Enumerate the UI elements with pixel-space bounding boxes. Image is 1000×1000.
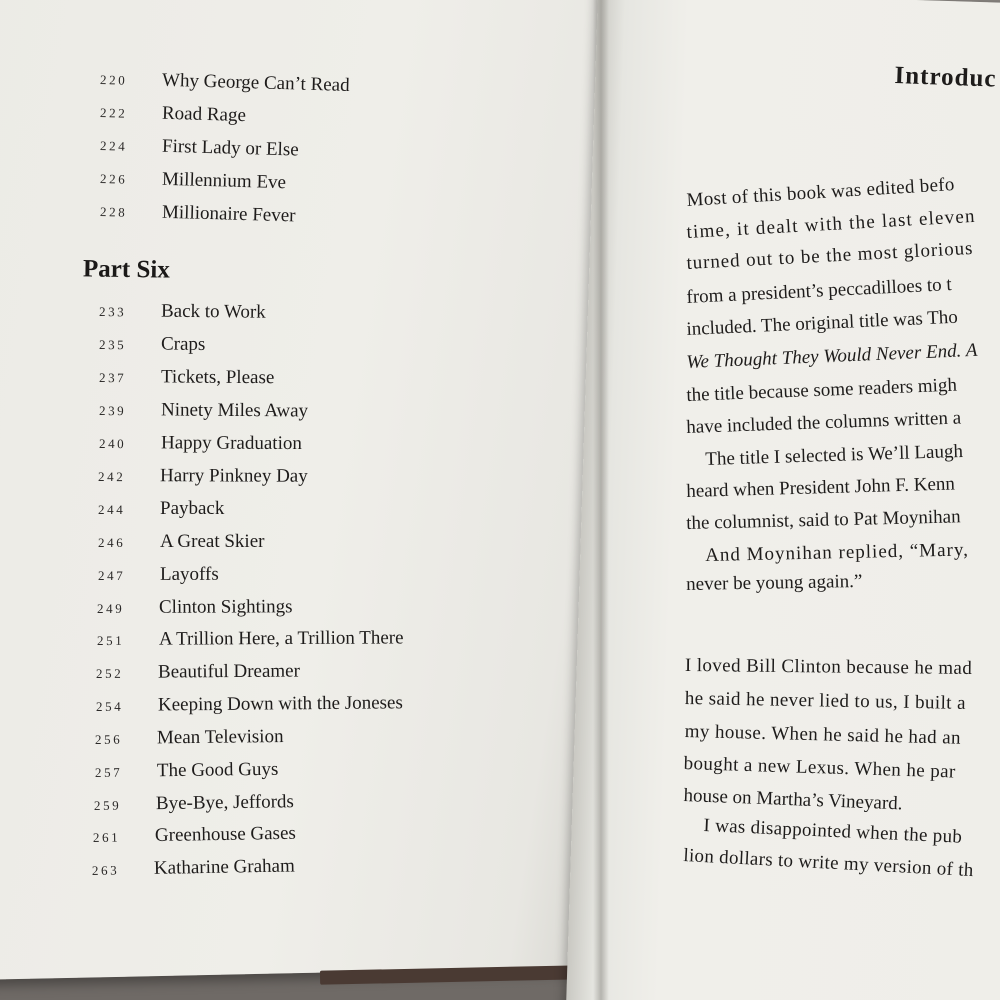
body-text-line: the columnist, said to Pat Moynihan [686, 506, 961, 534]
toc-page-number: 233 [98, 304, 127, 320]
toc-title: Mean Television [156, 726, 284, 749]
toc-title: Tickets, Please [160, 366, 275, 389]
toc-title: Payback [160, 498, 225, 519]
body-text-line: turned out to be the most glorious [686, 237, 974, 274]
body-text-line: never be young again.” [686, 570, 863, 595]
body-text-line: bought a new Lexus. When he par [683, 753, 957, 783]
body-text-line: house on Martha’s Vineyard. [683, 785, 903, 815]
toc-page-number: 261 [92, 829, 121, 845]
body-text-line: from a president’s peccadilloes to t [686, 274, 953, 308]
toc-title: Keeping Down with the Joneses [157, 692, 403, 716]
toc-title: Layoffs [159, 563, 219, 585]
part-heading: Part Six [82, 255, 170, 284]
toc-page-number: 242 [97, 469, 126, 485]
body-text-line: We Thought They Would Never End. A [686, 339, 978, 373]
toc-page-number: 254 [95, 698, 124, 714]
toc-title: Clinton Sightings [158, 596, 293, 618]
toc-title: First Lady or Else [161, 135, 299, 161]
body-text-line: the title because some readers migh [686, 374, 958, 406]
toc-title: Millionaire Fever [161, 201, 296, 227]
toc-title: Craps [160, 333, 206, 355]
toc-title: Back to Work [160, 300, 266, 323]
toc-page-number: 257 [94, 764, 123, 780]
toc-title: Greenhouse Gases [154, 822, 296, 847]
body-text-line: I loved Bill Clinton because he mad [684, 655, 973, 680]
body-text-line: lion dollars to write my version of th [682, 845, 975, 882]
toc-page-number: 259 [93, 797, 122, 813]
toc-title: Bye-Bye, Jeffords [155, 791, 294, 815]
toc-page-number: 252 [95, 665, 124, 681]
toc-page-number: 220 [99, 72, 128, 88]
body-text-line: time, it dealt with the last eleven [686, 205, 977, 243]
body-text-line: my house. When he said he had an [684, 721, 962, 749]
toc-page-number: 247 [97, 567, 126, 583]
toc-page-number: 224 [99, 138, 128, 154]
toc-page-number: 239 [98, 403, 127, 419]
toc-page-number: 240 [98, 436, 127, 452]
toc-page-number: 251 [96, 632, 125, 648]
chapter-heading: Introduc [894, 62, 997, 93]
toc-title: Millennium Eve [161, 168, 287, 194]
body-text-line: The title I selected is We’ll Laugh [705, 440, 964, 470]
toc-title: Road Rage [161, 102, 247, 127]
toc-page-number: 263 [91, 862, 120, 878]
toc-page-number: 228 [99, 204, 128, 220]
toc-title: Happy Graduation [160, 432, 302, 455]
toc-page-number: 235 [98, 337, 127, 353]
body-text-line: Most of this book was edited befo [686, 174, 956, 211]
toc-title: A Great Skier [160, 531, 265, 552]
toc-title: Harry Pinkney Day [159, 465, 308, 487]
toc-page-number: 246 [98, 535, 126, 550]
toc-title: Why George Can’t Read [161, 69, 350, 96]
toc-page-number: 222 [99, 105, 128, 121]
toc-title: Katharine Graham [153, 855, 295, 879]
body-text-line: have included the columns written a [686, 407, 962, 438]
toc-page-number: 226 [99, 171, 128, 187]
body-text-line: And Moynihan replied, “Mary, [705, 539, 970, 566]
toc-page-number: 256 [94, 731, 123, 747]
toc-title: Ninety Miles Away [160, 399, 309, 422]
toc-title: A Trillion Here, a Trillion There [158, 627, 404, 650]
toc-page-number: 237 [98, 370, 127, 386]
toc-page-number: 249 [96, 600, 125, 616]
body-text-line: he said he never lied to us, I built a [684, 688, 967, 714]
body-text-line: included. The original title was Tho [686, 306, 959, 340]
toc-page-number: 244 [98, 502, 126, 517]
body-text-line: heard when President John F. Kenn [686, 473, 956, 502]
body-text-line: I was disappointed when the pub [703, 815, 963, 848]
toc-title: The Good Guys [156, 758, 279, 782]
toc-title: Beautiful Dreamer [157, 660, 300, 683]
